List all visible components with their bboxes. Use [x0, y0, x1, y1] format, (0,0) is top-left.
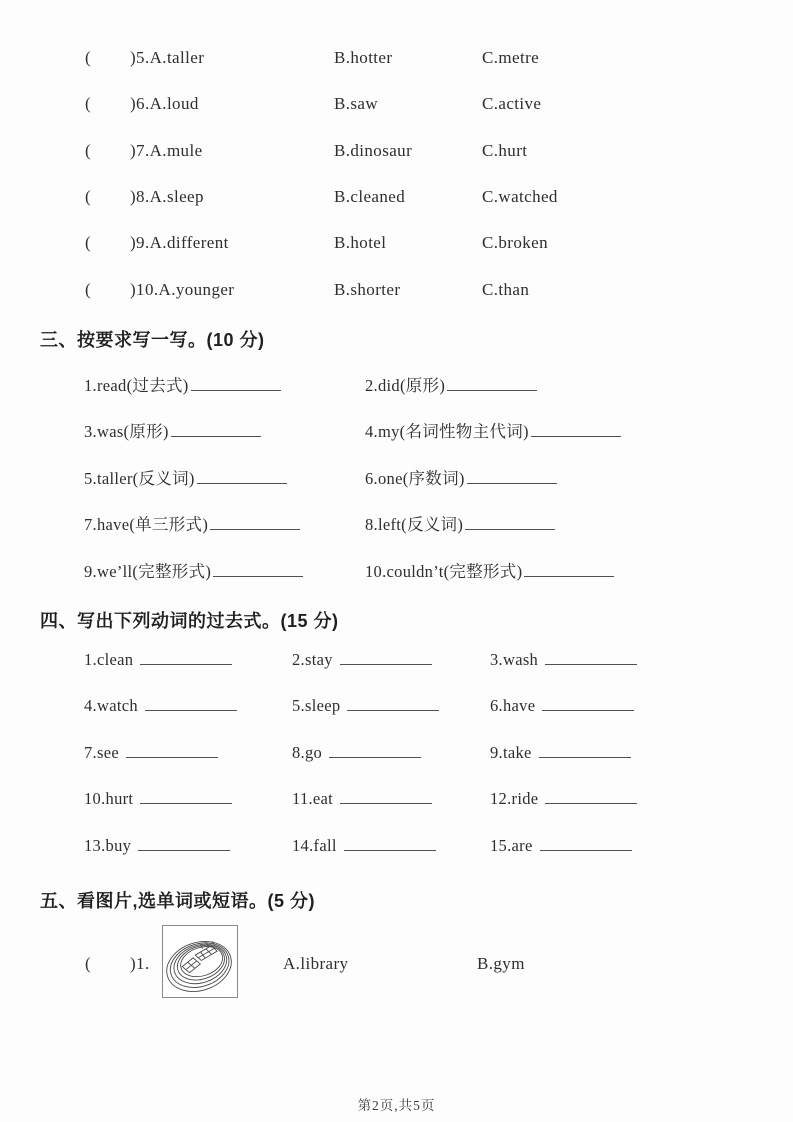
blank-line	[539, 743, 631, 758]
option-a: )10.A.younger	[130, 280, 235, 299]
fill-item	[292, 650, 432, 670]
blank-line	[213, 562, 303, 577]
section3-heading: 三、按要求写一写。(10 分)	[40, 330, 265, 350]
blank-line	[531, 422, 621, 437]
choice-row	[0, 141, 793, 165]
fill-item	[490, 789, 637, 809]
fill-item-label: 4.watch	[84, 696, 138, 715]
fill-item-label: 15.are	[490, 836, 533, 855]
fill-item	[84, 696, 237, 716]
playground-image	[162, 925, 238, 998]
fill-item	[84, 465, 287, 489]
fill-item	[292, 789, 432, 809]
choice-row	[0, 94, 793, 118]
option-a: A.library	[283, 954, 349, 973]
option-a: )7.A.mule	[130, 141, 203, 160]
option-b: B.dinosaur	[334, 141, 413, 160]
fill-item	[84, 836, 230, 856]
blank-line	[126, 743, 218, 758]
fill-item	[365, 511, 555, 535]
question-number: )1.	[130, 954, 150, 973]
fill-item	[84, 418, 261, 442]
fill-item-label: 9.we’ll(完整形式)	[84, 562, 212, 581]
fill-item	[292, 743, 421, 763]
fill-item-label: 11.eat	[292, 789, 334, 808]
fill-item-label: 2.stay	[292, 650, 333, 669]
fill-item-label: 10.hurt	[84, 789, 134, 808]
fill-item	[365, 372, 537, 396]
fill-item	[84, 372, 281, 396]
fill-item	[490, 696, 634, 716]
option-c: C.active	[482, 94, 542, 113]
fill-item-label: 2.did(原形)	[365, 376, 446, 395]
option-c: C.metre	[482, 48, 540, 67]
fill-item	[292, 696, 439, 716]
option-a: )5.A.taller	[130, 48, 205, 67]
fill-item	[365, 465, 557, 489]
option-c: C.watched	[482, 187, 558, 206]
fill-item-label: 12.ride	[490, 789, 539, 808]
option-c: C.broken	[482, 233, 548, 252]
fill-item	[292, 836, 436, 856]
answer-paren: (	[85, 141, 92, 160]
blank-line	[191, 376, 281, 391]
option-b: B.hotel	[334, 233, 387, 252]
fill-item	[84, 789, 232, 809]
blank-line	[545, 650, 637, 665]
blank-line	[545, 789, 637, 804]
fill-item-label: 1.read(过去式)	[84, 376, 189, 395]
choice-row	[0, 233, 793, 257]
blank-line	[210, 515, 300, 530]
fill-item-label: 3.wash	[490, 650, 539, 669]
fill-item-label: 13.buy	[84, 836, 132, 855]
choice-row	[0, 280, 793, 304]
option-b: B.shorter	[334, 280, 401, 299]
blank-line	[467, 469, 557, 484]
answer-paren: (	[85, 94, 92, 113]
section5-heading: 五、看图片,选单词或短语。(5 分)	[40, 891, 315, 911]
fill-item	[84, 558, 303, 582]
blank-line	[140, 650, 232, 665]
option-b: B.cleaned	[334, 187, 406, 206]
fill-item	[84, 743, 218, 763]
fill-item-label: 14.fall	[292, 836, 337, 855]
fill-item-label: 3.was(原形)	[84, 422, 169, 441]
blank-line	[340, 650, 432, 665]
option-c: C.hurt	[482, 141, 528, 160]
fill-item-label: 1.clean	[84, 650, 134, 669]
blank-line	[344, 836, 436, 851]
fill-item-label: 10.couldn’t(完整形式)	[365, 562, 523, 581]
blank-line	[138, 836, 230, 851]
fill-item	[84, 650, 232, 670]
fill-item-label: 5.sleep	[292, 696, 341, 715]
option-b: B.saw	[334, 94, 379, 113]
fill-item-label: 6.one(序数词)	[365, 469, 465, 488]
answer-paren: (	[85, 48, 92, 67]
blank-line	[171, 422, 261, 437]
option-a: )8.A.sleep	[130, 187, 204, 206]
option-c: C.than	[482, 280, 530, 299]
fill-item-label: 7.have(单三形式)	[84, 515, 209, 534]
blank-line	[542, 696, 634, 711]
answer-paren: (	[85, 187, 92, 206]
fill-item	[490, 836, 632, 856]
page-footer: 第2页,共5页	[357, 1098, 436, 1113]
blank-line	[524, 562, 614, 577]
fill-item	[365, 558, 614, 582]
blank-line	[340, 789, 432, 804]
choice-row	[0, 187, 793, 211]
option-b: B.gym	[477, 954, 525, 973]
fill-item-label: 7.see	[84, 743, 119, 762]
fill-item-label: 6.have	[490, 696, 536, 715]
choice-row	[0, 48, 793, 72]
blank-line	[140, 789, 232, 804]
option-a: )9.A.different	[130, 233, 229, 252]
fill-item-label: 9.take	[490, 743, 532, 762]
option-a: )6.A.loud	[130, 94, 199, 113]
fill-item	[490, 743, 631, 763]
answer-paren: (	[85, 280, 92, 299]
blank-line	[197, 469, 287, 484]
blank-line	[465, 515, 555, 530]
blank-line	[447, 376, 537, 391]
fill-item	[84, 511, 300, 535]
fill-item-label: 5.taller(反义词)	[84, 469, 195, 488]
answer-paren: (	[85, 954, 92, 973]
blank-line	[145, 696, 237, 711]
fill-item	[365, 418, 621, 442]
blank-line	[347, 696, 439, 711]
option-b: B.hotter	[334, 48, 393, 67]
fill-item-label: 8.left(反义词)	[365, 515, 464, 534]
answer-paren: (	[85, 233, 92, 252]
fill-item	[490, 650, 637, 670]
fill-item-label: 4.my(名词性物主代词)	[365, 422, 529, 441]
playground-track-drawing	[163, 926, 237, 997]
fill-item-label: 8.go	[292, 743, 323, 762]
blank-line	[329, 743, 421, 758]
section4-heading: 四、写出下列动词的过去式。(15 分)	[40, 611, 339, 631]
blank-line	[540, 836, 632, 851]
